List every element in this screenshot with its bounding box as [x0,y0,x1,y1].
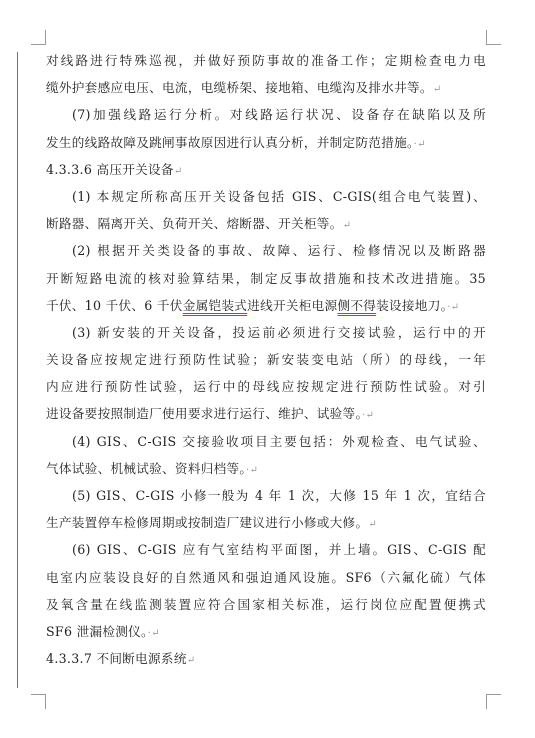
page-corner-top-right [486,30,501,45]
text-line: 关设备应按规定进行预防性试验；新安装变电站（所）的母线，一年 [46,352,486,368]
text-line: 发生的线路故障及跳闸事故原因进行认真分析，并制定防范措施。·↵ [46,134,426,150]
document-body [46,47,486,672]
text-line: (5) GIS、C-GIS 小修一般为 4 年 1 次，大修 15 年 1 次，宜结合 [72,488,486,503]
text-line: 内应进行预防性试验，运行中的母线应按规定进行预防性试验。对引 [46,379,486,395]
margin-revision-bar [17,52,18,688]
page-corner-top-left [31,30,46,45]
text-line: 开断短路电流的核对验算结果，制定反事故措施和技术改进措施。35 [46,270,486,286]
text-line: (2) 根据开关类设备的事故、故障、运行、检修情况以及断路器 [72,243,486,259]
text-line: 及氧含量在线监测装置应符合国家相关标准，运行岗位应配置便携式 [46,596,486,612]
text-line: (1) 本规定所称高压开关设备包括 GIS、C-GIS(组合电气装置)、 [72,188,486,204]
text-line: 断路器、隔离开关、负荷开关、熔断器、开关柜等。↵ [46,216,352,232]
text-line: 进设备要按照制造厂使用要求进行运行、维护、试验等。·↵ [46,406,375,422]
text-line: (3) 新安装的开关设备，投运前必须进行交接试验，运行中的开 [72,324,486,340]
text-line: 生产装置停车检修周期或按制造厂建议进行小修或大修。↵ [46,515,378,531]
text-line: 气体试验、机械试验、资料归档等。·↵ [46,460,259,476]
text-line: (4) GIS、C-GIS 交接验收项目主要包括：外观检查、电气试验、 [72,433,486,449]
page-corner-bottom-right [486,694,501,709]
section-heading: 4.3.3.7 不间断电源系统↵ [46,651,196,667]
text-line: 对线路进行特殊巡视，并做好预防事故的准备工作；定期检查电力电 [46,53,486,68]
text-line: (6) GIS、C-GIS 应有气室结构平面图，并上墙。GIS、C-GIS 配 [72,542,486,558]
grammar-underline: 侧不得 [337,297,377,313]
page-corner-bottom-left [31,694,46,709]
section-heading: 4.3.3.6 高压开关设备↵ [46,161,183,177]
text-line: 千伏、10 千伏、6 千伏金属铠装式进线开关柜电源侧不得装设接地刀。·↵ [46,297,460,313]
text-line: 缆外护套感应电压、电流，电缆桥架、接地箱、电缆沟及排水井等。↵ [46,80,442,96]
text-line: 电室内应装设良好的自然通风和强迫通风设施。SF6（六氟化硫）气体 [46,569,486,585]
text-line: SF6 泄漏检测仪。·↵ [46,623,160,639]
text-line: (7)加强线路运行分析。对线路运行状况、设备存在缺陷以及所 [72,107,486,123]
grammar-underline: 金属铠装式 [182,297,248,313]
